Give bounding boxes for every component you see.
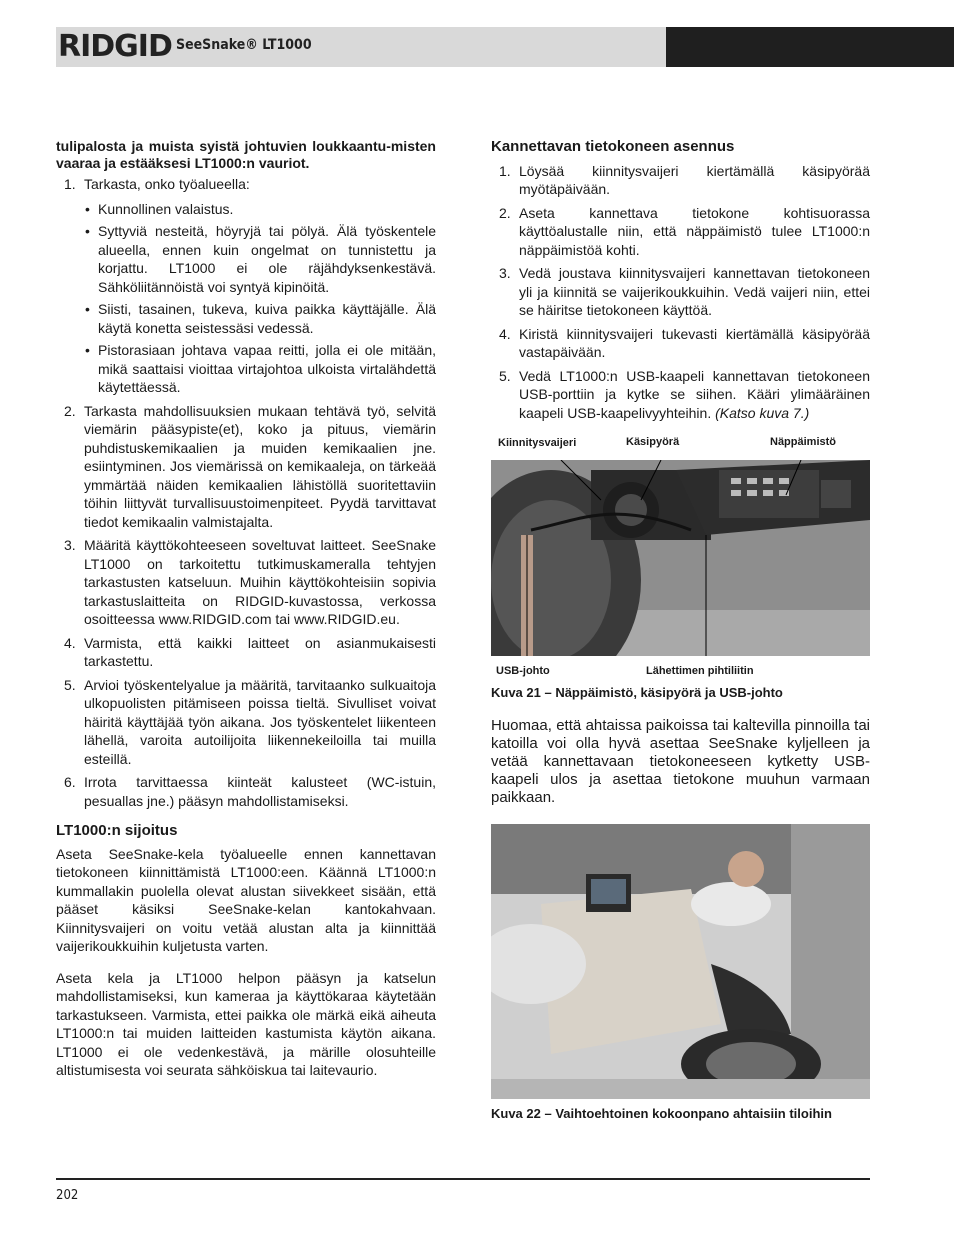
item-text: Määritä käyttökohteeseen soveltuvat laitteet. SeeSnake LT1000 on tarkoitettu tutkimuskameralla tehtyjen tarkastusten katseluun. Muihin käyttökohteisiin sopivia tarkastuslaitteita on RIDGID-kuvastossa, verkossa osoitteessa www.RIDGID.com tai www.RIDGID.eu. <box>84 537 436 627</box>
footer-rule <box>56 1178 870 1180</box>
item-text: Arvioi työskentelyalue ja määritä, tarvitaanko sulkuaitoja ulkopuolisten pitämiseen poissa tieltä. Sivulliset voivat häiritä käyttäjää työn aikana. Jos työskentelet liikenteen lähellä, varoita autoilijoita liikennekeiloilla tai muilla esteillä. <box>84 676 436 767</box>
item-number: 3. <box>64 537 76 553</box>
label-lahettimen-pihtiliitin: Lähettimen pihtiliitin <box>646 665 754 677</box>
list-item <box>491 325 870 362</box>
item-number: 2. <box>64 402 76 419</box>
item-text: Aseta kannettava tietokone kohtisuorassa käyttöalustalle niin, että näppäimistö tulee LT1000:n näppäimistöä kohti. <box>519 204 870 258</box>
left-column <box>56 138 436 1080</box>
label-kasipyora: Käsipyörä <box>626 436 680 448</box>
label-nappaimisto: Näppäimistö <box>770 436 837 448</box>
figure-22-photo <box>491 824 870 1099</box>
header-title: SeeSnake® LT1000 <box>176 37 312 53</box>
item-number: 3. <box>499 265 511 281</box>
bullet-item: • Kunnollinen valaistus. <box>84 200 436 219</box>
note-paragraph: Huomaa, että ahtaissa paikoissa tai kaltevilla pinnoilla tai katoilla voi olla hyvä asettaa SeeSnake kyljelleen ja vetää kannettavaan tietokoneeseen kytketty USB-kaapeli ulos ja asettaa tietokone muuhun varmaan paikkaan. <box>491 717 870 806</box>
intro-warning: tulipalosta ja muista syistä johtuvien loukkaantu-misten vaaraa ja estääksesi LT1000:n vauriot. <box>56 138 436 171</box>
item-number: 5. <box>499 367 511 384</box>
list-item <box>491 204 870 260</box>
ridgid-logo: RIDGID <box>58 29 172 64</box>
laptop-steps <box>491 162 870 423</box>
item-number: 4. <box>64 634 76 651</box>
label-kiinnitysvaijeri: Kiinnitysvaijeri <box>498 437 577 449</box>
figure-21-photo <box>491 460 870 656</box>
section-title-laptop: Kannettavan tietokoneen asennus <box>491 138 735 155</box>
item-number: 1. <box>499 162 511 179</box>
list-item <box>56 402 436 532</box>
header-dark-block <box>666 27 954 67</box>
list-item <box>56 676 436 769</box>
note-block <box>491 717 870 807</box>
item-text: Varmista, että kaikki laitteet on asianmukaisesti tarkastettu. <box>84 634 436 669</box>
item-text: Tarkasta, onko työalueella: <box>84 176 250 192</box>
item-number: 5. <box>64 676 76 693</box>
item-text: Irrota tarvittaessa kiinteät kalusteet (WC-istuin, pesuallas jne.) pääsyn mahdollistamiseksi. <box>84 774 436 809</box>
figure-reference: (Katso kuva 7.) <box>715 404 810 421</box>
list-item <box>491 162 870 199</box>
list-item <box>491 264 870 320</box>
placement-paragraph-2: Aseta kela ja LT1000 helpon pääsyn ja katselun mahdollistamiseksi, kun kameraa ja käyttökaraa käytetään tarkastukseen. Varmista, ettei paikka ole märkä eikä aiheuta LT1000:n tai muiden laitteiden kastumista käytön aikana. LT1000 ei ole vedenkestävä, ja märille olosuhteille altistumisesta voi seurata sähköiskua tai laitevaurio. <box>56 969 436 1078</box>
bullet-item: • Syttyviä nesteitä, höyryjä tai pölyä. Älä työskentele alueella, ennen kuin ongelmat on tunnistettu ja korjattu. LT1000 ei ole räjähdyksenkestävä. Sähköliitännöistä voi syntyä kipinöitä. <box>84 222 436 296</box>
figure-21-caption: Kuva 21 – Näppäimistö, käsipyörä ja USB-johto <box>491 685 783 700</box>
item-text: Tarkasta mahdollisuuksien mukaan tehtävä työ, selvitä viemärin pääsypiste(et), koko ja pituus, viemärin puhdistuskemikaalien ja muiden kemikaalien jne. esiintyminen. Jos viemärissä on kemikaaleja, on tärkeää ymmärtää näiden kemikaalien lähistöllä suoritettaviin töihin liittyvät turvallisuustoimenpiteet. Pyydä tarvittavat tiedot kemikaalin valmistajalta. <box>84 402 436 530</box>
item-text: Vedä LT1000:n USB-kaapeli kannettavan tietokoneen USB-porttiin ja kytke se siihen. Kääri ylimääräinen kaapeli USB-kaapelivyyhteihin. <box>519 367 870 421</box>
list-item <box>491 367 870 423</box>
item-text: Löysää kiinnitysvaijeri kiertämällä käsipyörää myötäpäivään. <box>519 162 870 197</box>
item-text: Kiristä kiinnitysvaijeri tukevasti kiertämällä käsipyörää vastapäivään. <box>519 325 870 360</box>
list-item <box>56 536 436 629</box>
page-number: 202 <box>56 1188 79 1203</box>
bullet-item: • Siisti, tasainen, tukeva, kuiva paikka käyttäjälle. Älä käytä konetta seistessäsi vedessä. <box>84 300 436 337</box>
item-number: 1. <box>64 176 76 192</box>
placement-paragraph-1: Aseta SeeSnake-kela työalueelle ennen kannettavan tietokoneen kiinnittämistä LT1000:een. Käännä LT1000:n kummallakin puolella olevat alustan siivekkeet sisään, että pääset käsiksi SeeSnake-kelan kantokahvaan. Kiinnitysvaijeri on voitu vetää alustan alta ja kiinnittää vaijerikoukkuihin kuljetusta varten. <box>56 845 436 954</box>
list-item <box>56 634 436 671</box>
label-usb-johto: USB-johto <box>496 665 550 677</box>
bullet-item: • Pistorasiaan johtava vapaa reitti, jolla ei ole mitään, mikä saattaisi vioittaa virtajohtoa ulkoista virtalähdettä käytettäessä. <box>84 341 436 397</box>
right-column <box>491 138 870 427</box>
item-number: 6. <box>64 774 76 790</box>
figure-22-caption: Kuva 22 – Vaihtoehtoinen kokoonpano ahtaisiin tiloihin <box>491 1106 832 1121</box>
item-text: Vedä joustava kiinnitysvaijeri kannettavan tietokoneen yli ja kiinnitä se vaijerikoukkuihin. Vedä vaijeri niin, ettei se häiritse tietokoneen käyttöä. <box>519 265 870 318</box>
item-number: 2. <box>499 204 511 221</box>
list-item <box>56 773 436 810</box>
item-number: 4. <box>499 325 511 342</box>
bullet-list <box>84 200 436 397</box>
list-item <box>56 175 436 397</box>
check-list <box>56 175 436 810</box>
section-title-placement: LT1000:n sijoitus <box>56 822 178 839</box>
